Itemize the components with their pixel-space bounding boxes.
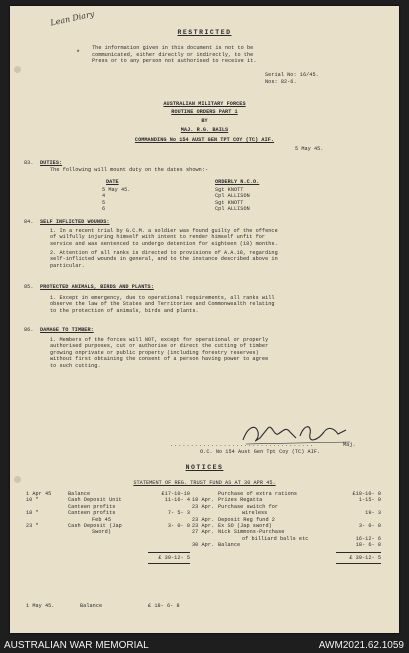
paragraph-line: 2. Attention of all ranks is directed to provisions of A.A.18, regarding	[50, 250, 278, 256]
duty-ncos	[215, 187, 250, 213]
duty-date-header: DATE	[106, 179, 119, 185]
section-number: 85.	[24, 284, 34, 290]
ledger-item: Prizes Regatta	[218, 497, 263, 504]
paragraph-line: without first obtaining the consent of a person having power to agree	[50, 356, 269, 363]
section-heading: PROTECTED ANIMALS, BIRDS AND PLANTS:	[40, 284, 154, 290]
section-intro: The following will mount duty on the dates shown:-	[50, 167, 209, 173]
ledger-date: 23 "	[26, 522, 39, 529]
ledger-item: Feb 45	[92, 516, 111, 523]
warning-line: The information given in this document is not to be	[92, 45, 254, 51]
ledger-amount: £17-10-10	[161, 491, 190, 497]
total-rule	[336, 552, 381, 553]
footer-institution: AUSTRALIAN WAR MEMORIAL	[4, 640, 149, 651]
section-paragraph	[50, 250, 278, 269]
title-line-4: MAJ. R.G. BAILS	[180, 127, 229, 133]
closing-date: 1 May 45.	[26, 603, 55, 609]
paragraph-line: 1. In a recent trial by G.C.M. a soldier was found guilty of the offence	[50, 228, 278, 234]
paragraph-line: growing onprivate or public property (including forestry reserves)	[50, 349, 259, 356]
notices-heading: NOTICES	[185, 464, 224, 471]
duty-nco: Sgt KNOTT	[215, 199, 244, 206]
title-line-2: ROUTINE ORDERS PART 1	[171, 109, 238, 115]
closing-amount: £ 18- 6- 8	[148, 603, 180, 609]
ledger-left-amounts	[148, 491, 190, 529]
ledger-left-dates	[26, 491, 51, 529]
ledger-item: Canteen profits	[68, 503, 116, 510]
ledger-date: 23 Apr.	[192, 503, 215, 510]
section-paragraph	[50, 228, 278, 247]
ledger-right-dates	[192, 491, 214, 549]
total-rule	[148, 552, 190, 553]
ledger-amount: 3- 0- 0	[167, 522, 190, 529]
paragraph-line: to the protection of animals, birds and plants.	[50, 307, 199, 314]
ledger-item: Cash Deposit Unit	[68, 497, 122, 504]
ledger-amount: 16-12- 6	[355, 535, 381, 542]
duty-date: 5 May 45.	[102, 187, 131, 193]
ledger-item: Canteen profits	[68, 510, 116, 517]
duty-date: 6	[102, 206, 106, 213]
section-heading: DUTIES:	[40, 160, 63, 166]
ledger-date: 18 Apr.	[192, 497, 215, 504]
ledger-item: Balance	[218, 542, 241, 549]
duty-nco: Cpl ALLISON	[215, 193, 250, 200]
ledger-item: Nick Simmons-Purchase	[218, 529, 285, 536]
paragraph-line: to such cutting.	[50, 362, 101, 369]
duty-nco-header: ORDERLY N.C.O.	[215, 179, 260, 185]
total-rule	[148, 563, 190, 564]
footer-accession-number: AWM2021.62.1059	[318, 640, 404, 651]
section-number: 83.	[24, 160, 34, 166]
warning-line: Press or to any person not authorised to receive it.	[92, 58, 257, 64]
signature-rank: Maj.	[343, 442, 356, 448]
warning-line: communicated, either directly or indirectly, to the	[92, 51, 254, 58]
section-heading: DAMAGE TO TIMBER:	[40, 327, 94, 333]
paragraph-line: 1. Except in emergency, due to operational requirements, all ranks will	[50, 295, 275, 301]
ledger-date: 23 Apr.	[192, 516, 215, 523]
section-paragraph	[50, 337, 268, 369]
section-number: 84.	[24, 219, 34, 225]
section-paragraph	[50, 295, 275, 314]
ledger-left-items	[68, 491, 122, 536]
ledger-amount: 7- 5- 3	[167, 510, 190, 517]
paragraph-line: service and was sentenced to undergo detention for eighteen (18) months.	[50, 240, 278, 247]
punch-hole	[14, 66, 21, 73]
ledger-item: Deposit Reg fund 2	[218, 516, 275, 523]
section-heading: SELF INFLICTED WOUNDS:	[40, 219, 110, 225]
ledger-amount: 18- 6- 8	[355, 542, 381, 549]
ledger-item: Purchase of extra rations	[218, 491, 298, 497]
duty-nco: Sgt KNOTT	[215, 187, 244, 193]
ledger-amount: 3- 0- 0	[358, 522, 381, 529]
handwritten-note: Lean Diary	[49, 9, 96, 28]
ledger-item: of billiard balls etc	[242, 535, 309, 542]
ledger-item: Ex SO (Jap sword)	[218, 522, 272, 529]
paragraph-line: observe the law of the States and Territories and Commonwealth relating	[50, 301, 275, 308]
archive-footer	[0, 636, 409, 653]
ledger-item: Cash Deposit (Jap	[68, 522, 122, 529]
duty-date: 4	[102, 193, 106, 200]
section-number: 86.	[24, 327, 34, 333]
order-date: 5 May 45.	[295, 146, 324, 152]
signature-unit: O.C. No 154 Aust Gen Tpt Coy (TC) AIF.	[200, 449, 321, 455]
ledger-item: wireless	[242, 510, 268, 517]
signature-dots: ...................................	[170, 442, 314, 448]
ledger-right-amounts	[336, 491, 381, 549]
ledger-date: 18 "	[26, 510, 39, 517]
serial-number: Serial No: 16/45.	[265, 72, 319, 78]
trust-fund-statement: STATEMENT OF REG. TRUST FUND AS AT 30 APR 45.	[133, 480, 276, 486]
title-line-1: AUSTRALIAN MILITARY FORCES	[163, 101, 246, 107]
ledger-item: Balance	[68, 491, 91, 497]
paragraph-line: of wilfully injuring himself with intent to render himself unfit for	[50, 234, 266, 241]
title-line-5: COMMANDING No 154 AUST GEN TPT COY (TC) AIF.	[134, 137, 275, 143]
ledger-date: 30 Apr.	[192, 542, 215, 549]
classification-heading: RESTRICTED	[177, 29, 232, 36]
ledger-amount: 1-15- 0	[358, 497, 381, 504]
duty-nco: Cpl ALLISON	[215, 206, 250, 213]
ledger-left-total: £ 39-12- 5	[158, 555, 190, 561]
document-page	[10, 6, 399, 633]
order-numbers: Nos: 82-6.	[265, 79, 297, 85]
paragraph-line: authorised purposes, cut or authorise or direct the cutting of timber	[50, 343, 269, 350]
ledger-item: Purchase switch for	[218, 503, 279, 510]
ledger-amount: £10-10- 0	[352, 491, 381, 497]
ledger-date: 10 "	[26, 497, 39, 504]
ledger-right-total: £ 39-12- 5	[349, 555, 381, 561]
ledger-date: 27 Apr.	[192, 529, 215, 536]
ledger-amount: 19- 3	[365, 510, 381, 517]
paragraph-line: 1. Members of the forces will NOT, except for operational or properly	[50, 337, 269, 343]
paragraph-line: particular.	[50, 262, 85, 269]
total-rule	[336, 563, 381, 564]
ledger-amount: 11-16- 4	[164, 497, 190, 504]
duty-dates	[102, 187, 130, 213]
ledger-right-items	[218, 491, 308, 549]
closing-label: Balance	[80, 603, 103, 609]
duty-date: 5	[102, 199, 106, 206]
asterisk-mark: *	[76, 50, 81, 58]
ledger-date: 23 Apr.	[192, 522, 215, 529]
ledger-date: 1 Apr 45	[26, 491, 52, 497]
paragraph-line: self-inflicted wounds in general, and to the instance described above in	[50, 256, 278, 263]
ledger-item: Sword)	[92, 529, 111, 536]
title-line-3: BY	[201, 118, 208, 124]
